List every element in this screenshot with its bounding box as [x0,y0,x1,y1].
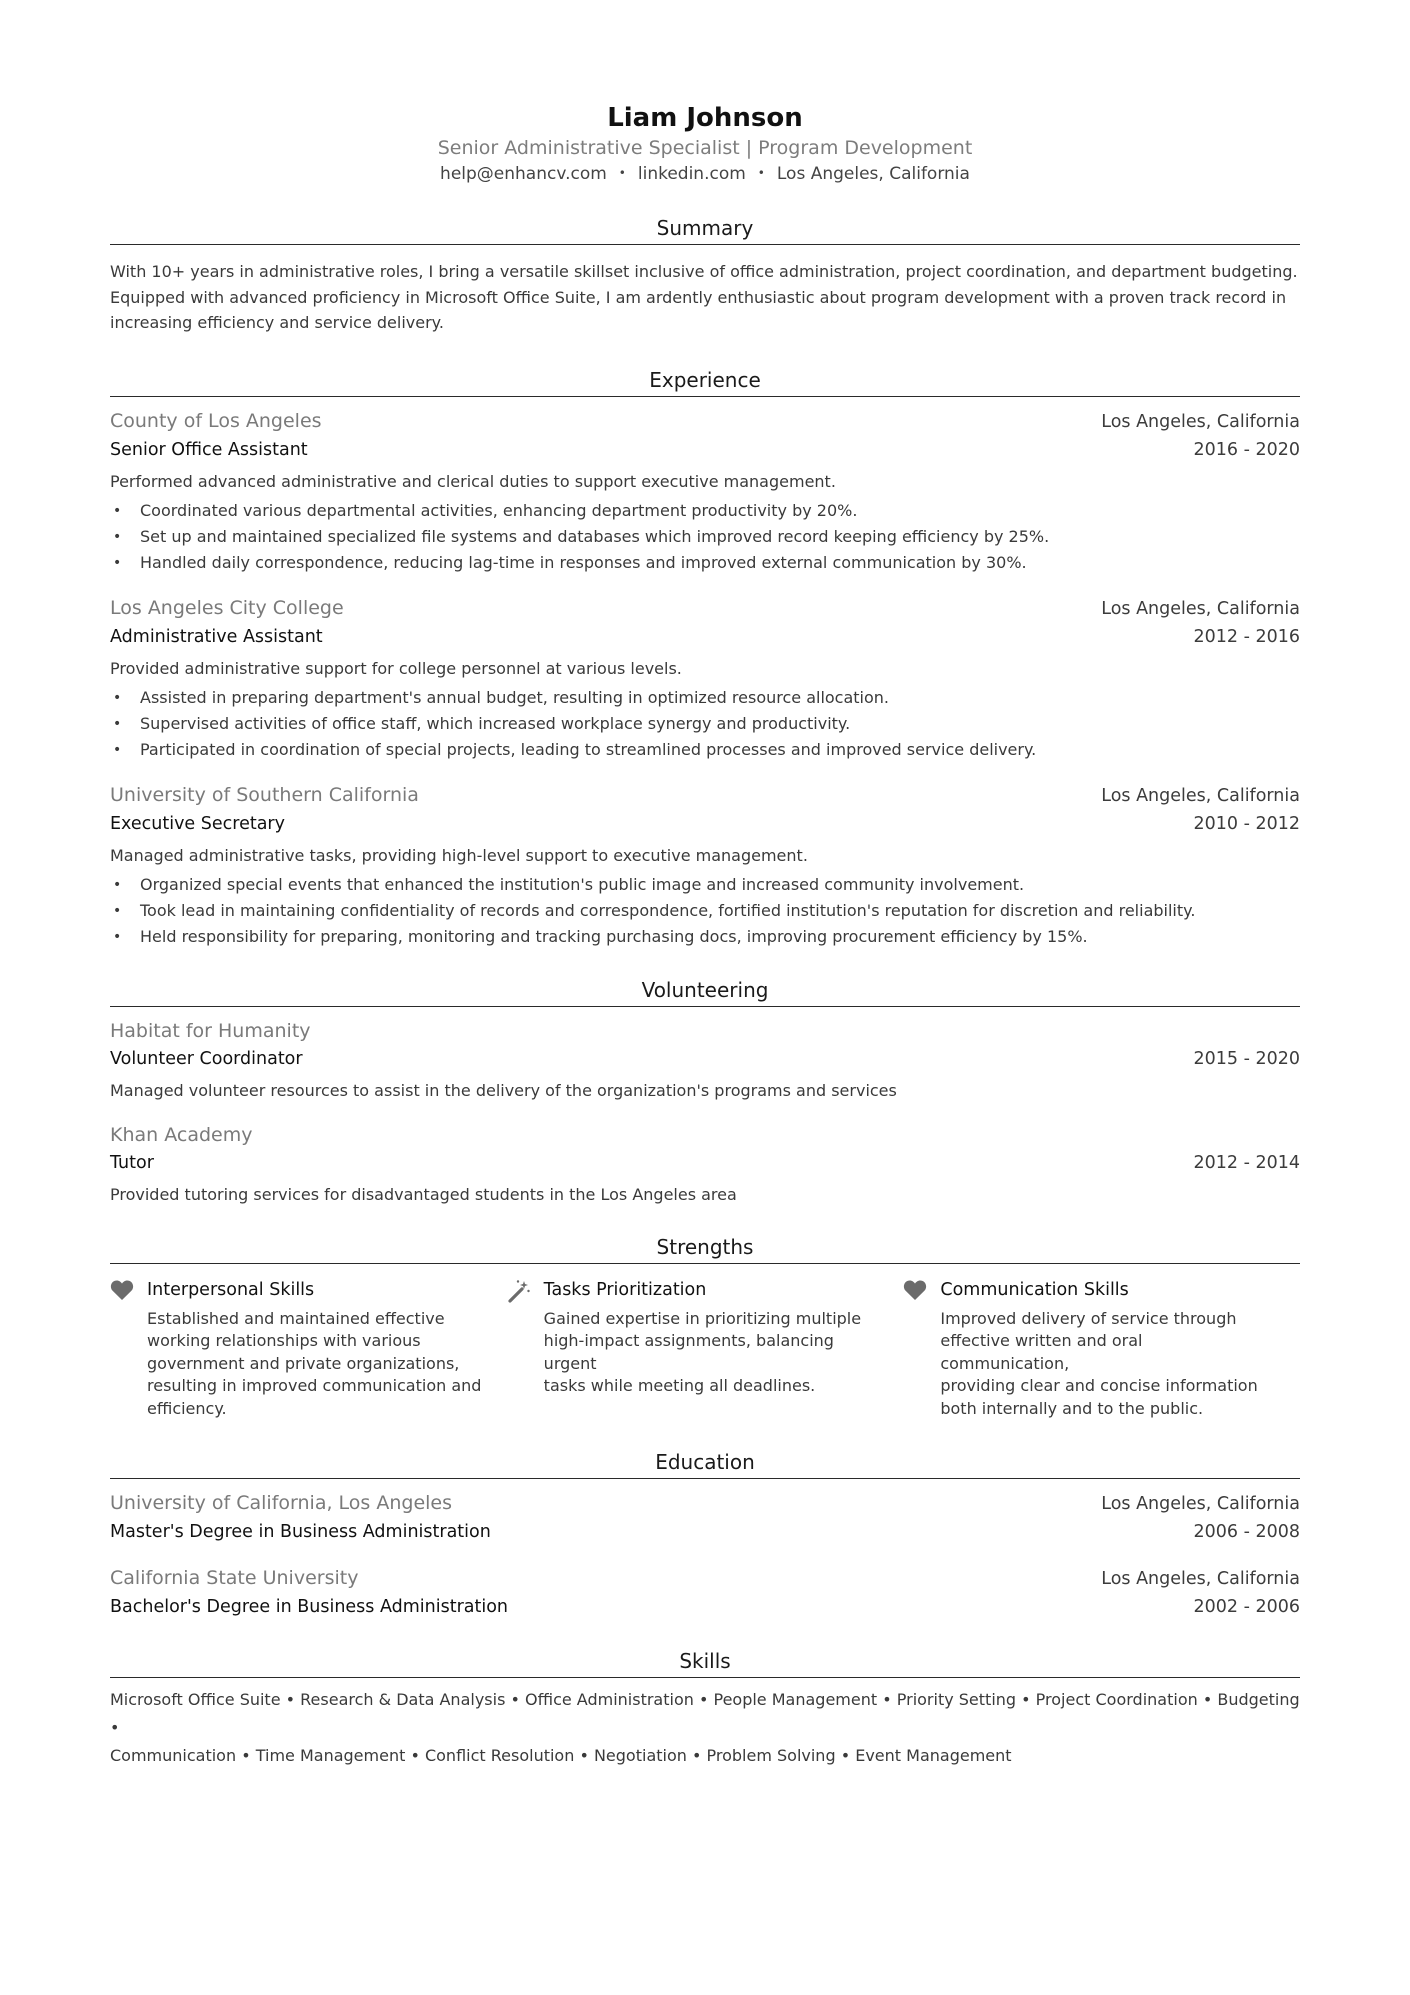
bullet-dot-icon: • [113,528,122,545]
degree-name: Master's Degree in Business Administration [110,1522,491,1542]
contact-line [110,161,1300,186]
experience-section [110,366,1300,950]
strength-line: both internally and to the public. [940,1398,1204,1418]
skills-line: Communication • Time Management • Conflict Resolution • Negotiation • Problem Solving • Event Management [110,1746,1012,1765]
bullet-item [110,711,1300,737]
experience-entry [110,594,1300,763]
strength-item [110,1276,507,1421]
education-dates: 2006 - 2008 [1193,1522,1300,1542]
summary-line: increasing efficiency and service delivery. [110,313,444,332]
job-title: Senior Office Assistant [110,439,308,460]
bullet-dot-icon: • [113,554,122,571]
bullet-text: Organized special events that enhanced the institution's public image and increased community involvement. [140,874,1025,894]
school-location: Los Angeles, California [1101,1494,1300,1514]
strength-line: working relationships with various [147,1331,421,1350]
strength-description [544,1308,879,1398]
job-bullets [110,685,1300,763]
strength-line: providing clear and concise information [940,1376,1258,1395]
job-location: Los Angeles, California [1101,411,1300,432]
volunteering-section [110,976,1300,1207]
strength-title: Interpersonal Skills [147,1279,315,1300]
strength-title: Communication Skills [940,1279,1129,1300]
skills-list [110,1686,1300,1770]
strength-line: effective written and oral communication, [940,1331,1143,1373]
volunteer-description: Provided tutoring services for disadvantaged students in the Los Angeles area [110,1184,737,1204]
strength-line: efficiency. [147,1398,227,1418]
bullet-text: Assisted in preparing department's annual budget, resulting in optimized resource allocation. [140,687,890,707]
summary-section [110,214,1300,336]
bullet-item [110,524,1300,550]
contact-location: Los Angeles, California [776,164,970,184]
job-title: Administrative Assistant [110,626,323,647]
strengths-grid [110,1274,1300,1421]
section-title-skills: Skills [110,1647,1300,1678]
bullet-item [110,737,1300,763]
employer-name: University of Southern California [110,783,419,806]
bullet-dot-icon: • [113,876,122,893]
strength-title: Tasks Prioritization [543,1279,707,1300]
degree-name: Bachelor's Degree in Business Administration [110,1597,509,1617]
strength-line: resulting in improved communication and [147,1376,482,1395]
job-description: Managed administrative tasks, providing high-level support to executive management. [110,845,808,865]
strength-description [940,1308,1275,1421]
job-location: Los Angeles, California [1101,598,1300,619]
summary-line: With 10+ years in administrative roles, I bring a versatile skillset inclusive of office administration, project coordination, and department budgeting. [110,262,1298,281]
experience-entry [110,781,1300,950]
section-title-education: Education [110,1448,1300,1479]
candidate-headline: Senior Administrative Specialist | Program Development [437,137,973,159]
employer-name: County of Los Angeles [110,409,322,432]
contact-linkedin[interactable]: linkedin.com [637,164,746,184]
school-location: Los Angeles, California [1101,1569,1300,1589]
skills-section [110,1647,1300,1770]
strengths-section [110,1233,1300,1421]
section-title-volunteering: Volunteering [110,976,1300,1007]
strength-line: high-impact assignments, balancing urgent [543,1331,834,1373]
bullet-item [110,685,1300,711]
volunteer-org: Khan Academy [110,1123,253,1146]
bullet-dot-icon: • [113,715,122,732]
heart-icon [903,1276,940,1421]
volunteer-entry [110,1121,1300,1207]
candidate-name: Liam Johnson [607,103,803,133]
volunteer-org: Habitat for Humanity [110,1019,311,1042]
bullet-dot-icon: • [113,502,122,519]
school-name: California State University [110,1567,359,1589]
bullet-item [110,872,1300,898]
employer-name: Los Angeles City College [110,596,344,619]
job-description: Performed advanced administrative and clerical duties to support executive management. [110,471,836,491]
job-dates: 2010 - 2012 [1193,813,1300,834]
strength-item [903,1276,1300,1421]
volunteer-description: Managed volunteer resources to assist in the delivery of the organization's programs and services [110,1080,897,1100]
section-title-summary: Summary [110,214,1300,245]
education-entry [110,1564,1300,1621]
contact-separator: • [757,166,765,180]
bullet-dot-icon: • [113,928,122,945]
job-bullets [110,872,1300,950]
bullet-text: Took lead in maintaining confidentiality of records and correspondence, fortified institution's reputation for discretion and reliability. [140,900,1196,920]
bullet-item [110,898,1300,924]
skills-line: Microsoft Office Suite • Research & Data Analysis • Office Administration • People Management • Priority Setting • Project Coordination • Budgeting • [110,1690,1300,1737]
experience-entry [110,407,1300,576]
contact-email[interactable]: help@enhancv.com [440,164,607,184]
strength-item [507,1276,904,1421]
job-dates: 2016 - 2020 [1193,439,1300,460]
job-title: Executive Secretary [110,813,285,834]
section-title-strengths: Strengths [110,1233,1300,1264]
strength-line: tasks while meeting all deadlines. [543,1376,816,1395]
job-bullets [110,498,1300,576]
strength-line: government and private organizations, [147,1353,460,1373]
volunteer-role: Tutor [110,1152,154,1173]
job-description: Provided administrative support for college personnel at various levels. [110,658,682,678]
bullet-item [110,498,1300,524]
contact-separator: • [618,166,626,180]
bullet-text: Held responsibility for preparing, monitoring and tracking purchasing docs, improving procurement efficiency by 15%. [140,926,1088,946]
summary-text [110,259,1300,336]
strength-line: Gained expertise in prioritizing multiple [543,1308,862,1328]
strength-description [147,1308,482,1421]
education-section [110,1448,1300,1621]
bullet-dot-icon: • [113,741,122,758]
strength-line: Improved delivery of service through [940,1308,1237,1328]
volunteer-entry [110,1017,1300,1103]
resume-header [110,0,1300,186]
strength-line: Established and maintained effective [147,1308,445,1328]
bullet-text: Set up and maintained specialized file systems and databases which improved record keeping efficiency by 25%. [140,526,1050,546]
volunteer-role: Volunteer Coordinator [110,1048,303,1069]
bullet-text: Coordinated various departmental activities, enhancing department productivity by 20%. [140,500,858,520]
heart-icon [110,1276,147,1421]
bullet-text: Handled daily correspondence, reducing lag-time in responses and improved external communication by 30%. [140,552,1027,572]
bullet-text: Supervised activities of office staff, which increased workplace synergy and productivity. [140,713,851,733]
bullet-text: Participated in coordination of special projects, leading to streamlined processes and improved service delivery. [140,739,1037,759]
magic-wand-icon [507,1276,544,1421]
bullet-dot-icon: • [113,902,122,919]
job-dates: 2012 - 2016 [1193,626,1300,647]
bullet-dot-icon: • [113,689,122,706]
volunteer-dates: 2015 - 2020 [1193,1048,1300,1069]
school-name: University of California, Los Angeles [110,1492,453,1514]
education-dates: 2002 - 2006 [1193,1597,1300,1617]
bullet-item [110,924,1300,950]
education-entry [110,1489,1300,1546]
job-location: Los Angeles, California [1101,785,1300,806]
section-title-experience: Experience [110,366,1300,397]
summary-line: Equipped with advanced proficiency in Microsoft Office Suite, I am ardently enthusiastic about program development with a proven track record in [110,287,1287,307]
bullet-item [110,550,1300,576]
volunteer-dates: 2012 - 2014 [1193,1152,1300,1173]
